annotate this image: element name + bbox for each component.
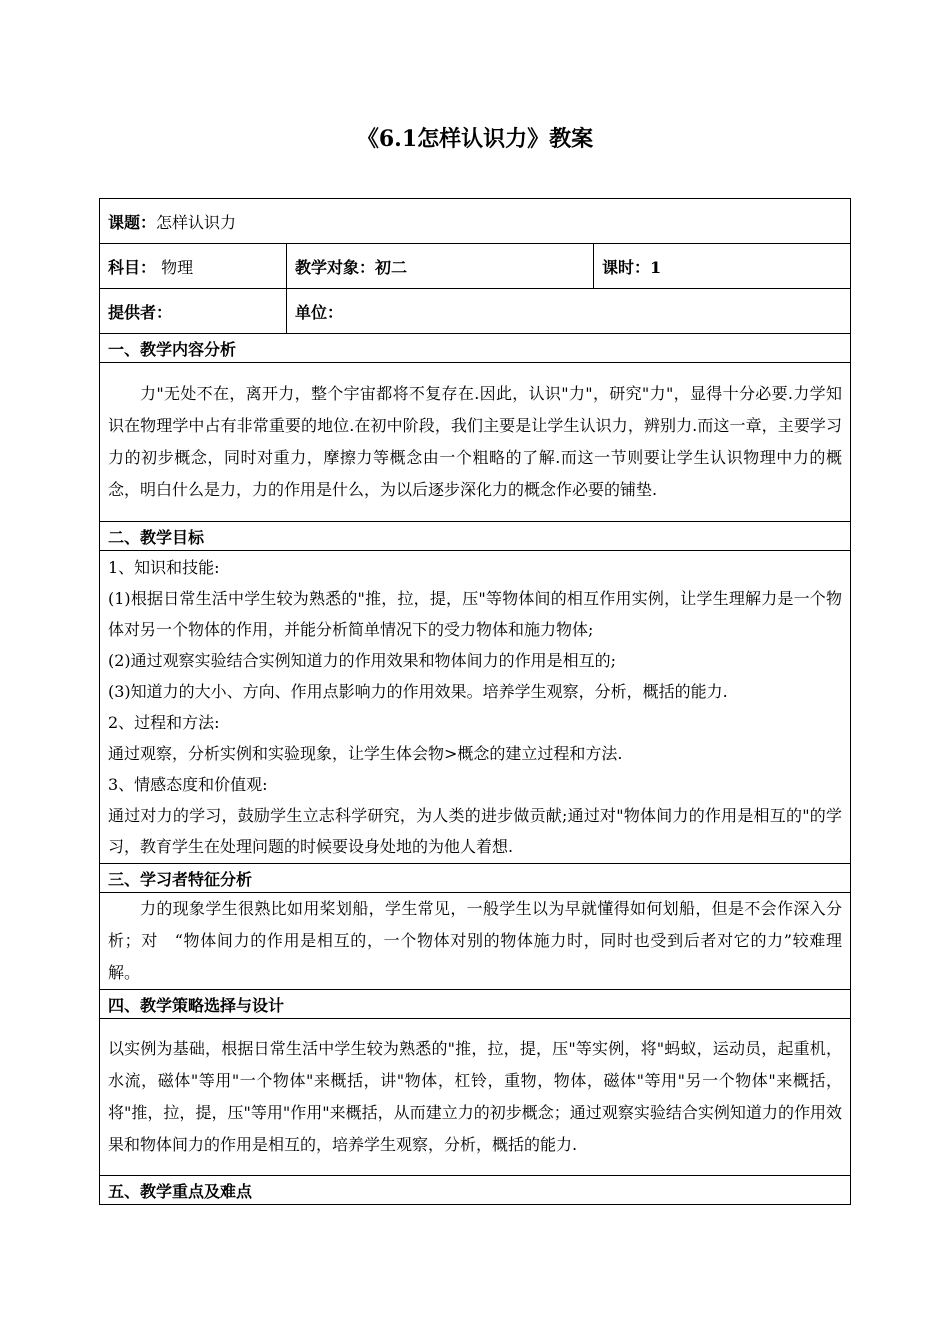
section-4-body-row [100, 1019, 851, 1176]
section-5-header-row [100, 1176, 851, 1205]
section-2-body-row [100, 551, 851, 864]
subject-row [100, 244, 851, 289]
section-1-title: 一、教学内容分析 [100, 334, 851, 363]
unit-cell [287, 289, 851, 334]
section-1-text: 力"无处不在，离开力，整个宇宙都将不复存在.因此，认识"力"，研究"力"，显得十分必要.力学知识在物理学中占有非常重要的地位.在初中阶段，我们主要是让学生认识力，辨别力.而这一章，主要学习力的初步概念，同时对重力，摩擦力等概念由一个粗略的了解.而这一节则要让学生认识物理中力的概念，明白什么是力，力的作用是什么，为以后逐步深化力的概念作必要的铺垫. [100, 363, 851, 522]
objective-line: 通过观察，分析实例和实验现象，让学生体会物>概念的建立过程和方法. [108, 744, 623, 763]
section-3-header-row [100, 864, 851, 893]
unit-label: 单位： [295, 302, 344, 322]
section-3-text: 力的现象学生很熟比如用桨划船，学生常见，一般学生以为早就懂得如何划船，但是不会作深入分析；对 “物体间力的作用是相互的，一个物体对别的物体施力时，同时也受到后者对它的力”较难理解。 [100, 893, 851, 990]
provider-label: 提供者： [108, 302, 173, 322]
provider-row [100, 289, 851, 334]
subject-cell [100, 244, 287, 289]
subject-value: 物理 [161, 257, 194, 277]
audience-value: 初二 [375, 257, 408, 277]
objective-line: 1、知识和技能: [108, 558, 220, 577]
lesson-plan-table [99, 198, 851, 1205]
section-5-title: 五、教学重点及难点 [100, 1176, 851, 1205]
section-2-title: 二、教学目标 [100, 522, 851, 551]
objective-line: (1)根据日常生活中学生较为熟悉的"推，拉，提，压"等物体间的相互作用实例，让学生理解力是一个物体对另一个物体的作用，并能分析简单情况下的受力物体和施力物体; [108, 589, 842, 639]
section-3-body-row [100, 893, 851, 990]
topic-row [100, 199, 851, 244]
section-2-header-row [100, 522, 851, 551]
page-title: 《6.1怎样认识力》教案 [356, 126, 594, 152]
section-4-text: 以实例为基础，根据日常生活中学生较为熟悉的"推，拉，提，压"等实例，将"蚂蚁，运动员，起重机，水流，磁体"等用"一个物体"来概括，讲"物体，杠铃，重物，物体，磁体"等用"另一个物体"来概括，将"推，拉，提，压"等用"作用"来概括，从而建立力的初步概念；通过观察实验结合实例知道力的作用效果和物体间力的作用是相互的，培养学生观察，分析，概括的能力. [100, 1019, 851, 1176]
section-4-title: 四、教学策略选择与设计 [100, 990, 851, 1019]
section-3-title: 三、学习者特征分析 [100, 864, 851, 893]
subject-label: 科目： [108, 257, 157, 277]
objective-line: (2)通过观察实验结合实例知道力的作用效果和物体间力的作用是相互的; [108, 651, 617, 670]
section-2-body [100, 551, 851, 864]
topic-label: 课题： [108, 212, 157, 232]
provider-cell [100, 289, 287, 334]
topic-value: 怎样认识力 [156, 212, 237, 232]
topic-cell [100, 199, 851, 244]
hours-label: 课时： [602, 257, 651, 277]
hours-value: 1 [650, 257, 662, 277]
audience-cell [287, 244, 594, 289]
section-4-header-row [100, 990, 851, 1019]
objective-line: 2、过程和方法: [108, 713, 220, 732]
hours-cell [594, 244, 851, 289]
objective-line: 3、情感态度和价值观: [108, 775, 268, 794]
objective-line: 通过对力的学习，鼓励学生立志科学研究，为人类的进步做贡献;通过对"物体间力的作用是相互的"的学习，教育学生在处理问题的时候要设身处地的为他人着想. [108, 806, 842, 856]
section-1-header-row [100, 334, 851, 363]
objective-line: (3)知道力的大小、方向、作用点影响力的作用效果。培养学生观察，分析，概括的能力. [108, 682, 728, 701]
section-1-body-row [100, 363, 851, 522]
audience-label: 教学对象： [295, 257, 376, 277]
